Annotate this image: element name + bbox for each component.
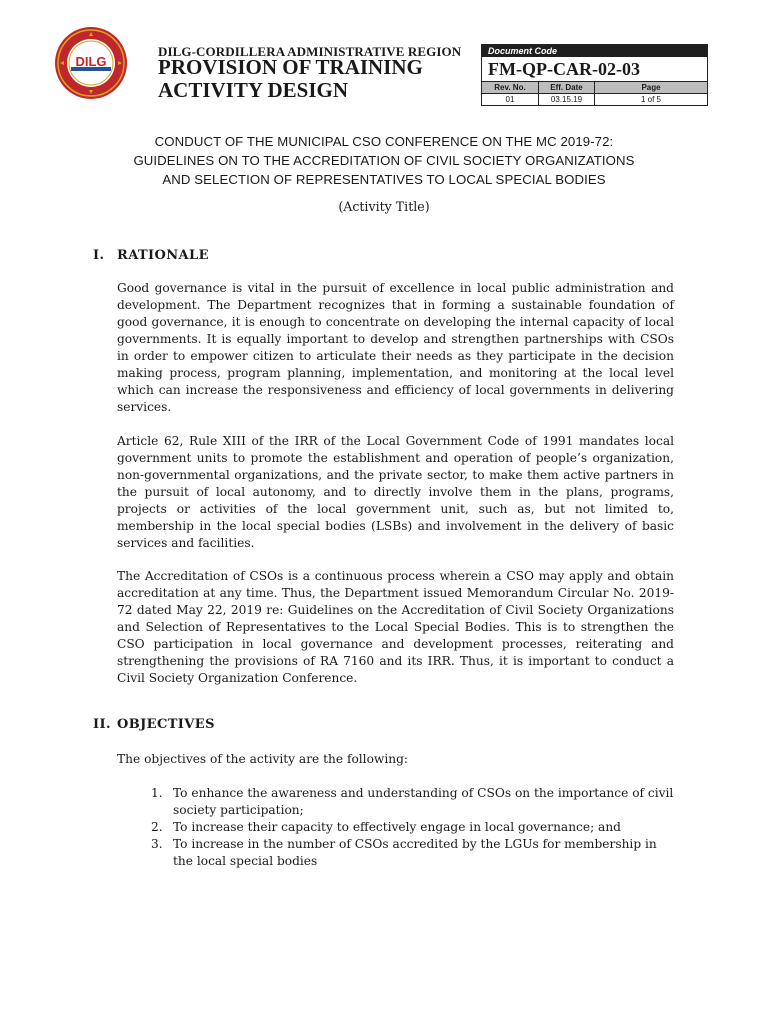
document-code-box: [481, 44, 708, 106]
list-item-text: To enhance the awareness and understanding of CSOs on the importance of civil society participation;: [173, 786, 674, 817]
rationale-paragraph-3: The Accreditation of CSOs is a continuous process wherein a CSO may apply and obtain accreditation at any time. Thus, the Department issued Memorandum Circular No. 2019-72 dated May 22, 2019 re: Guidelines on the Accreditation of Civil Society Organizations and Selection of Representatives to the Local Special Bodies. This is to strengthen the CSO participation in local governance and development processes, reiterating and strengthening the provisions of RA 7160 and its IRR. Thus, it is important to conduct a Civil Society Organization Conference.: [117, 569, 674, 685]
list-item-text: To increase in the number of CSOs accredited by the LGUs for membership in the local special bodies: [173, 837, 657, 868]
activity-title-caption: (Activity Title): [338, 199, 430, 214]
rationale-paragraph-2: Article 62, Rule XIII of the IRR of the Local Government Code of 1991 mandates local government units to promote the establishment and operation of people’s organization, non-governmental organizations, and the private sector, to make them active partners in the pursuit of local autonomy, and to directly involve them in the plans, programs, projects or activities of the local government unit, such as, but not limited to, membership in the local special bodies (LSBs) and involvement in the delivery of basic services and facilities.: [117, 434, 674, 550]
objectives-number: II.: [93, 717, 111, 732]
document-code-label: Document Code: [482, 45, 707, 57]
rev-no-label: Rev. No.: [482, 82, 539, 93]
list-item-number: 1.: [151, 786, 163, 800]
page-value: 1 of 5: [640, 95, 661, 104]
rev-no-value: 01: [482, 94, 539, 105]
list-item-text: To increase their capacity to effectively engage in local governance; and: [173, 820, 621, 834]
rationale-paragraph-1: Good governance is vital in the pursuit of excellence in local public administration and development. The Department recognizes that in forming a sustainable foundation of good governance, it is enough to concentrate on developing the internal capacity of local governments. It is equally important to develop and strengthen partnerships with CSOs in order to empower citizen to articulate their needs as they participate in the decision making process, program planning, implementation, and monitoring at the local level which can increase the responsiveness and efficiency of local governments in delivering services.: [117, 281, 674, 414]
rationale-heading-text: RATIONALE: [117, 248, 209, 263]
activity-title-line1: CONDUCT OF THE MUNICIPAL CSO CONFERENCE ON THE MC 2019-72:: [154, 134, 614, 149]
eff-date-label: Eff. Date: [539, 82, 595, 93]
list-item: [151, 819, 674, 836]
objectives-heading-text: OBJECTIVES: [117, 717, 215, 732]
document-meta-header-row: [482, 82, 707, 94]
region-name: DILG-CORDILLERA ADMINISTRATIVE REGION: [158, 44, 462, 59]
list-item-number: 3.: [151, 837, 163, 851]
objectives-list: [151, 785, 674, 870]
form-title: [158, 56, 423, 102]
rationale-number: I.: [93, 248, 105, 263]
form-title-line1: PROVISION OF TRAINING: [158, 55, 423, 79]
eff-date-value: 03.15.19: [539, 94, 595, 105]
page-label: Page: [641, 83, 661, 92]
document-code-value: FM-QP-CAR-02-03: [482, 57, 707, 82]
list-item: [151, 836, 674, 870]
form-title-line2: ACTIVITY DESIGN: [158, 78, 349, 102]
document-meta-value-row: [482, 94, 707, 105]
objectives-intro: The objectives of the activity are the following:: [117, 752, 409, 766]
rationale-heading: [93, 248, 209, 263]
list-item-number: 2.: [151, 820, 163, 834]
dilg-seal-logo: [54, 26, 128, 100]
list-item: [151, 785, 674, 819]
objectives-heading: [93, 717, 215, 732]
activity-title-line2: GUIDELINES ON TO THE ACCREDITATION OF CIVIL SOCIETY ORGANIZATIONS: [133, 153, 635, 168]
activity-title: [60, 132, 708, 189]
logo-text: DILG: [75, 54, 107, 69]
activity-title-line3: AND SELECTION OF REPRESENTATIVES TO LOCAL SPECIAL BODIES: [162, 172, 606, 187]
